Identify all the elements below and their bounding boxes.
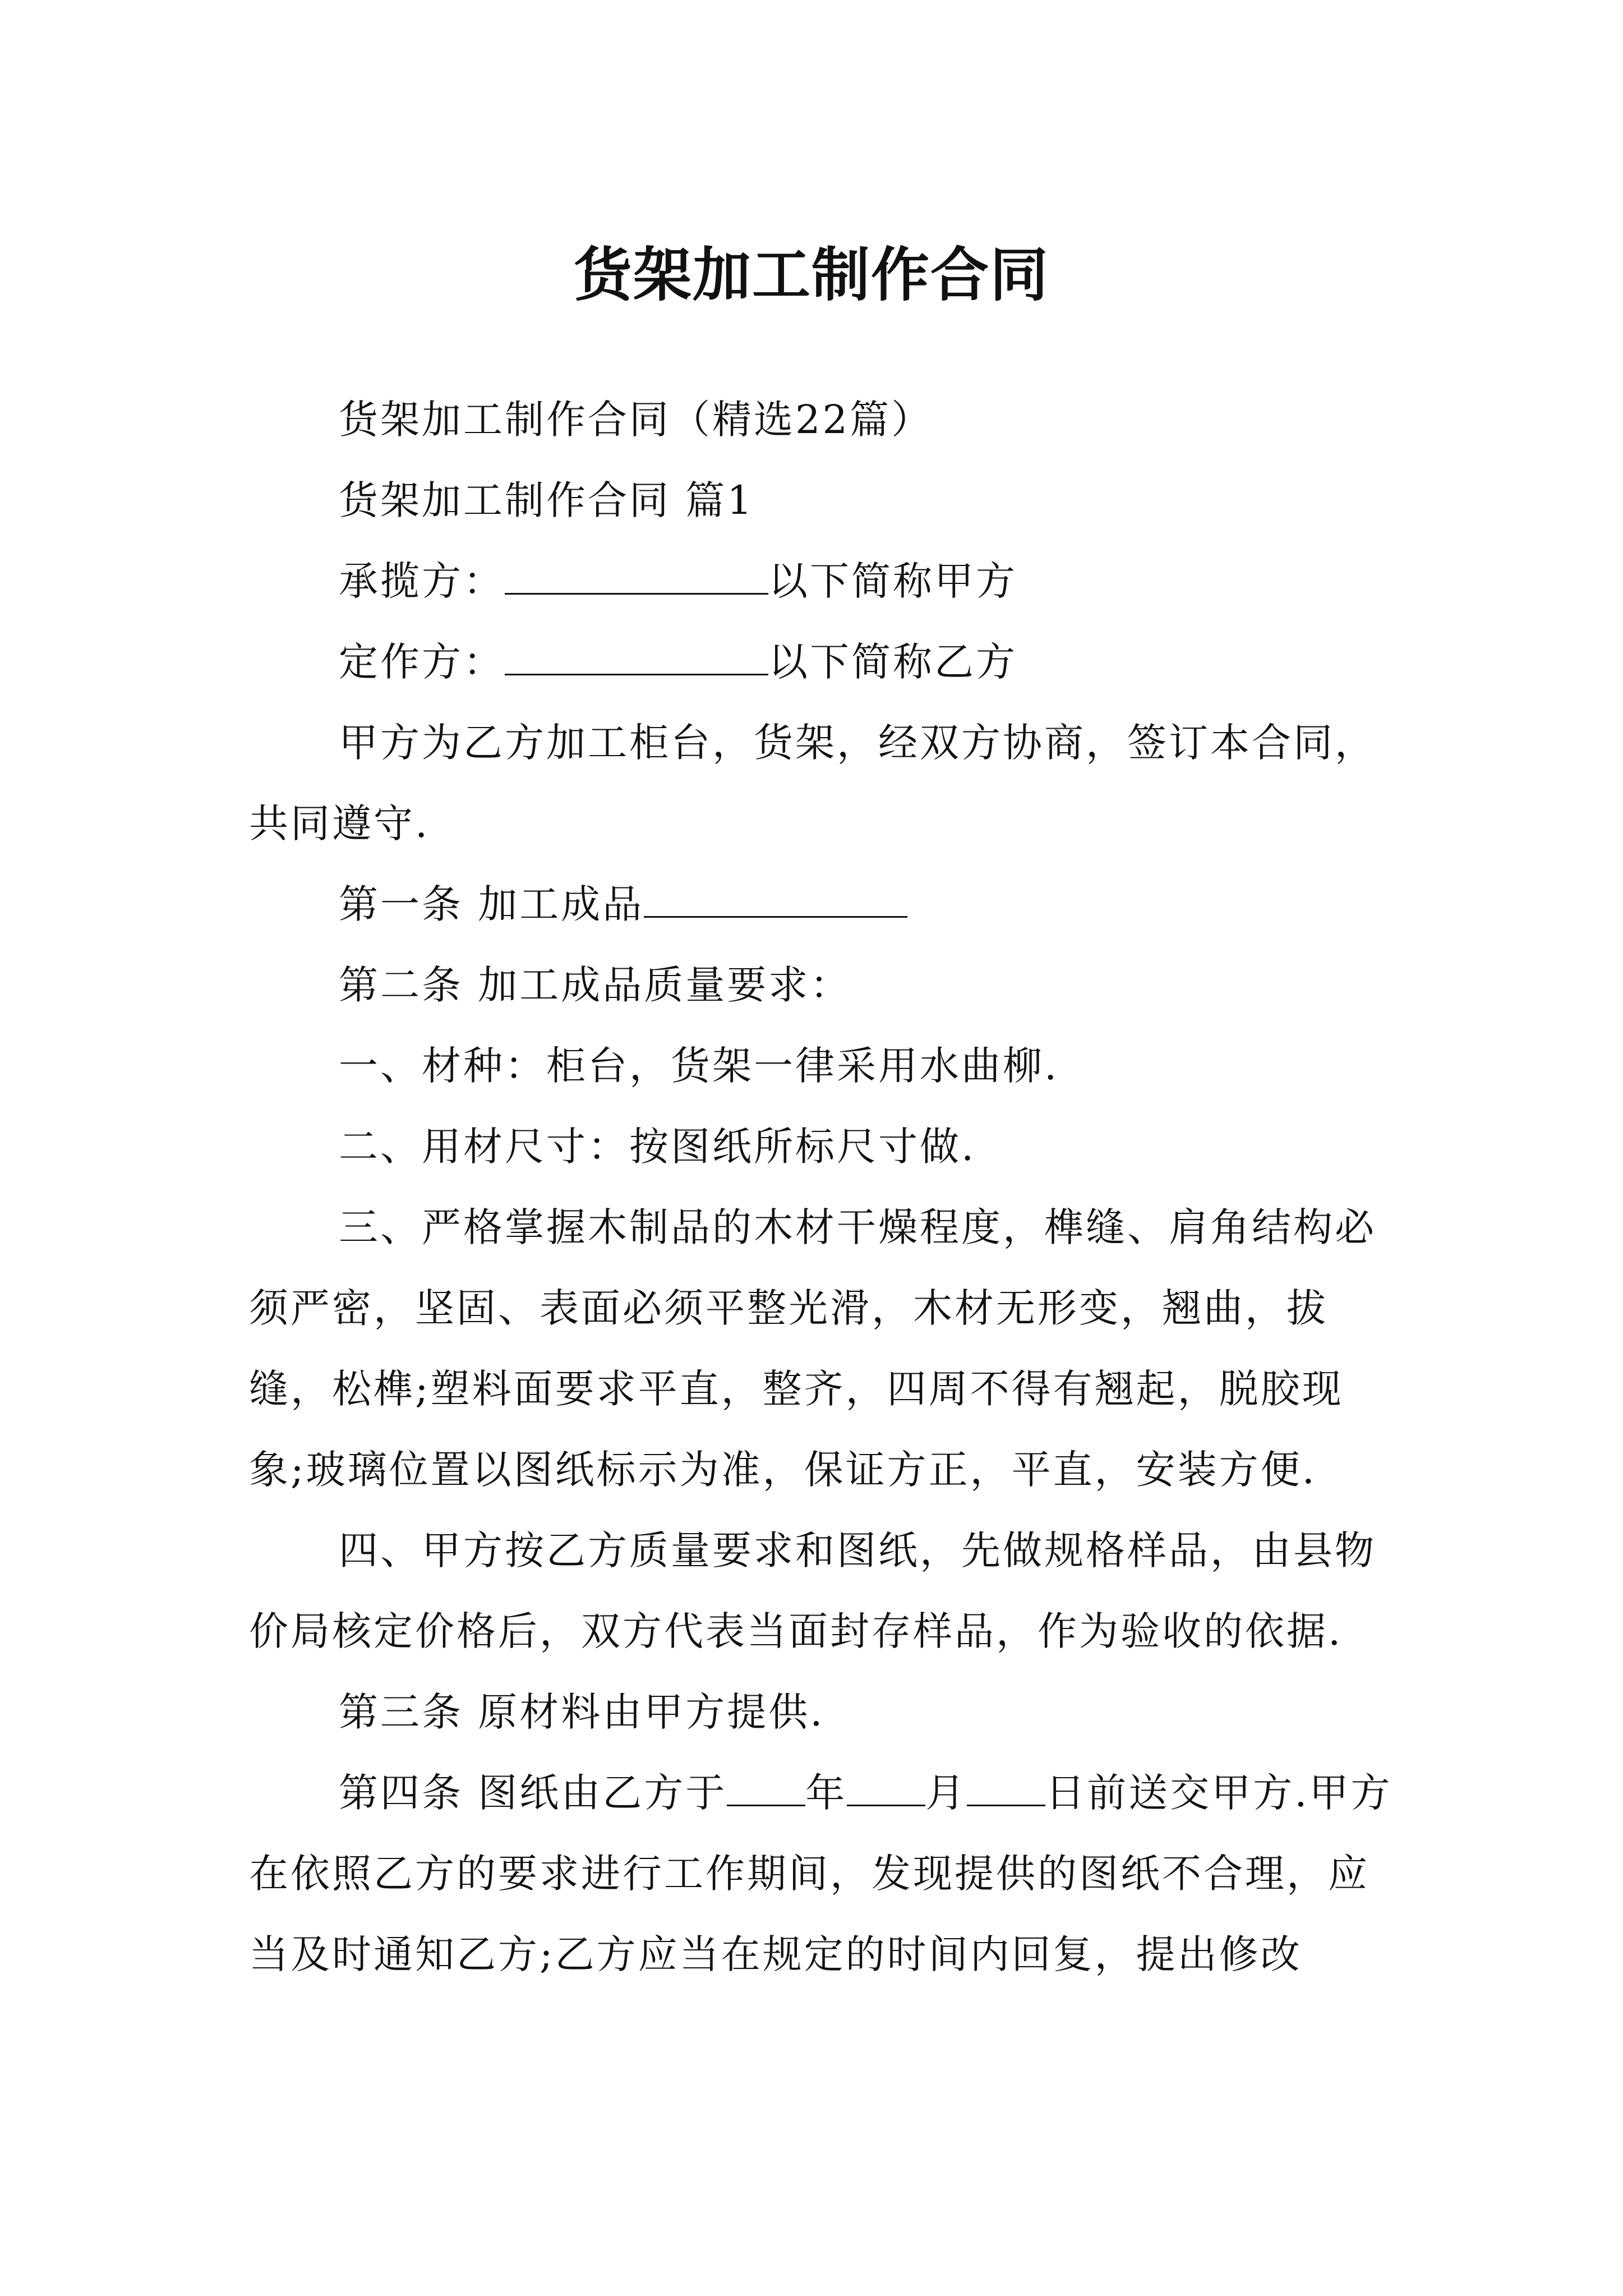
article-4-part-a: 第四条 图纸由乙方于 xyxy=(339,1770,727,1816)
day-blank xyxy=(967,1769,1045,1806)
paragraph-article-3: 第三条 原材料由甲方提供. xyxy=(339,1689,825,1735)
paragraph-item-4: 四、甲方按乙方质量要求和图纸，先做规格样品，由县物价局核定价格后，双方代表当面封存样品，作为验收的依据. xyxy=(249,1527,1376,1654)
paragraph-article-2: 第二条 加工成品质量要求： xyxy=(339,962,852,1008)
party-b-label: 定作方： xyxy=(339,639,505,685)
paragraph-item-3: 三、严格掌握木制品的木材干燥程度，榫缝、肩角结构必须严密，坚固、表面必须平整光滑，木材无形变，翘曲，拔缝，松榫;塑料面要求平直，整齐，四周不得有翘起，脱胶现象;玻璃位置以图纸标示为准，保证方正，平直，安装方便. xyxy=(249,1204,1376,1493)
paragraph-article-4 xyxy=(249,1752,1393,1995)
document-title: 货架加工制作合同 xyxy=(573,240,1049,309)
article-4-month: 月 xyxy=(925,1770,967,1816)
article-4-rest: 日前送交甲方.甲方在依照乙方的要求进行工作期间，发现提供的图纸不合理，应当及时通知乙方;乙方应当在规定的时间内回复，提出修改 xyxy=(249,1770,1393,1977)
paragraph-party-a xyxy=(249,541,1393,622)
month-blank xyxy=(847,1769,925,1806)
paragraph-subtitle: 货架加工制作合同（精选22篇） xyxy=(339,397,933,443)
party-b-blank xyxy=(505,638,768,675)
party-a-label: 承揽方： xyxy=(339,558,505,604)
party-b-note: 以下简称乙方 xyxy=(768,639,1017,685)
party-a-note: 以下简称甲方 xyxy=(768,558,1017,604)
article-4-year: 年 xyxy=(805,1770,847,1816)
paragraph-item-2: 二、用材尺寸：按图纸所标尺寸做. xyxy=(339,1124,976,1170)
paragraph-intro: 甲方为乙方加工柜台，货架，经双方协商，签订本合同，共同遵守. xyxy=(249,720,1376,846)
paragraph-party-b xyxy=(249,622,1393,702)
year-blank xyxy=(727,1769,805,1806)
paragraph-item-1: 一、材种：柜台，货架一律采用水曲柳. xyxy=(339,1043,1059,1089)
party-a-blank xyxy=(505,557,768,595)
paragraph-section-heading: 货架加工制作合同 篇1 xyxy=(339,477,754,523)
article-1-label: 第一条 加工成品 xyxy=(339,881,644,927)
article-1-blank xyxy=(644,880,907,918)
document-body xyxy=(249,379,1393,1995)
paragraph-article-1 xyxy=(249,864,1393,945)
